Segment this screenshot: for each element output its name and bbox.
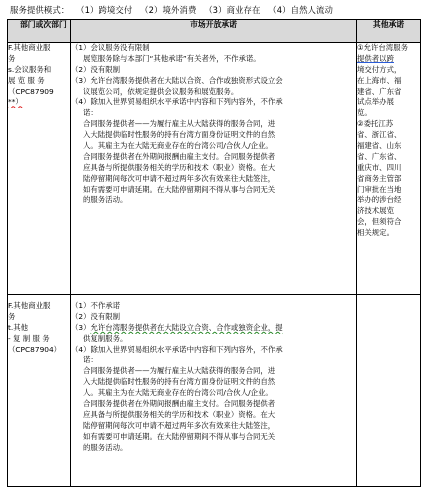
paragraph-line: 合同服务提供者——为履行雇主从大陆获得的服务合同，进 [83, 119, 276, 129]
paragraph-line: 如有需要可申请延期。在大陆停留期间不得从事与合同无关 [83, 184, 276, 194]
sector-line: s.会议服务和 [8, 64, 52, 74]
commitment-number: （4） [71, 344, 91, 354]
commitment-text: 议展览公司，依规定提供会议服务和展览服务。 [83, 86, 239, 96]
paragraph-line: 如有需要可申请延期。在大陆停留期间不得从事与合同无关 [83, 431, 276, 441]
commitment-number: （4） [71, 97, 91, 107]
mode-consumption-abroad: （2）境外消费 [140, 5, 197, 15]
commitment-number: （2） [71, 64, 91, 74]
commitments-table [7, 19, 421, 487]
other-line: 境交付方式， [357, 64, 402, 74]
paragraph-line: 应具备与所提供服务相关的学历和技术（职业）资格。在大 [83, 162, 276, 172]
sector-line: **） [8, 97, 23, 107]
commitment-text: 展览服务除与本部门“其他承诺”有关者外，不作承诺。 [83, 53, 261, 63]
commitment-text: 除加入世界贸易组织水平承诺中内容和下列内容外，不作承 [90, 344, 283, 354]
commitment-item [71, 43, 356, 54]
sector-line: （CPC87904） [8, 344, 62, 354]
sector-line: 务 [8, 53, 16, 63]
commitment-number: （1） [71, 301, 91, 310]
other-line: 重庆市、四川 [357, 162, 402, 172]
commitment-number: （1） [71, 43, 91, 52]
paragraph-line: 陆停留期间每次可申请不超过两年多次有效来往大陆签注， [83, 420, 276, 430]
sector-line: 展 览 服 务 [8, 75, 45, 85]
other-line: 建省、广东省 [357, 86, 402, 96]
sector-cell [8, 43, 71, 295]
commitment-text: 不作承诺 [90, 301, 121, 310]
other-line: ①允许台湾服务 [357, 43, 408, 52]
commitment-number: （2） [71, 311, 91, 321]
other-line: 门审批在当地 [357, 184, 402, 194]
mode-cross-border: （1）跨境交付 [76, 5, 133, 15]
paragraph-line: 合同服务提供者在外期间报酬由雇主支付。合同服务提供者 [83, 151, 276, 161]
commitment-text: 会议服务没有限制 [90, 43, 150, 52]
table-header-row [8, 20, 421, 43]
paragraph-line: 人。其雇主为在大陆无商业存在的台湾公司/合伙人/企业。 [83, 388, 273, 398]
other-line: 在上海市、福 [357, 75, 402, 85]
commitment-item [71, 323, 356, 334]
header-market-access: 市场开放承诺 [71, 20, 357, 43]
table-row [8, 295, 421, 487]
header-sector [8, 20, 71, 43]
sector-cell [8, 295, 71, 487]
other-commitments-cell [357, 295, 421, 487]
sector-line: F.其他商业服 [8, 43, 51, 52]
paragraph-line: 合同服务提供者——为履行雇主从大陆获得的服务合同，进 [83, 366, 276, 376]
other-line: 相关规定。 [357, 228, 394, 238]
mode-natural-persons: （4）自然人流动 [268, 5, 333, 15]
commitment-item [71, 97, 356, 108]
header-other: 其他承诺 [357, 20, 421, 43]
other-line: 福建省、山东 [357, 141, 402, 151]
commitment-item [71, 312, 356, 323]
mode-commercial-presence: （3）商业存在 [204, 5, 261, 15]
table-row [8, 43, 421, 295]
commitment-text: 允许台湾服务提供者在大陆以合资、合作或独资形式设立会 [90, 75, 283, 85]
commitment-text: 除加入世界贸易组织水平承诺中内容和下列内容外，不作承 [90, 97, 283, 107]
commitment-text: 没有限制 [90, 311, 121, 321]
header-sector-label: 部门或次部门 [20, 20, 67, 29]
paragraph-line: 应具备与所提供服务相关的学历和技术（职业）资格。在大 [83, 409, 276, 419]
commitment-item [71, 345, 356, 356]
sector-line: - 复 制 服 务 [8, 333, 50, 343]
other-line: 览。 [357, 108, 372, 118]
sector-line: F.其他商业服 [8, 301, 51, 310]
other-line: 省、浙江省、 [357, 130, 402, 140]
commitment-number: （3） [71, 75, 91, 85]
sector-line: 务 [8, 311, 16, 321]
other-line: 提供者以跨 [357, 53, 394, 63]
commitment-text: 诺： [83, 108, 98, 118]
market-access-cell [71, 43, 357, 295]
other-line: ②委托江苏 [357, 119, 394, 129]
paragraph-line: 入大陆提供临时性服务的持有台湾方面身份证明文件的自然 [83, 377, 276, 387]
service-modes-label: 服务提供模式： [10, 5, 70, 15]
other-line: 省商务主管部 [357, 173, 402, 183]
other-commitments-cell [357, 43, 421, 295]
other-line: 省、广东省、 [357, 151, 402, 161]
paragraph-line: 入大陆提供临时性服务的持有台湾方面身份证明文件的自然 [83, 130, 276, 140]
other-line: 济技术展览 [357, 206, 394, 216]
commitment-text: 诺： [83, 355, 98, 365]
paragraph-line: 人。其雇主为在大陆无商业存在的台湾公司/合伙人/企业。 [83, 141, 273, 151]
sector-line: （CPC87909 [8, 86, 54, 96]
commitment-item [71, 76, 356, 87]
market-access-cell [71, 295, 357, 487]
sector-line: t.其他 [8, 322, 29, 332]
paragraph-line: 的服务活动。 [83, 442, 128, 452]
other-line: 会，但须符合 [357, 217, 402, 227]
commitment-number: （3） [71, 322, 91, 332]
paragraph-line: 的服务活动。 [83, 195, 128, 205]
other-line: 试点举办展 [357, 97, 394, 107]
commitment-text: 没有限制 [90, 64, 121, 74]
paragraph-line: 合同服务提供者在外期间报酬由雇主支付。合同服务提供者 [83, 399, 276, 409]
commitment-item [71, 301, 356, 312]
commitment-text: 允许台湾服务提供者在大陆设立合资、合作或独资企业，提 [90, 322, 283, 332]
commitment-item [71, 65, 356, 76]
other-line: 举办的涉台经 [357, 195, 402, 205]
service-modes-line [10, 3, 420, 17]
paragraph-line: 陆停留期间每次可申请不超过两年多次有效来往大陆签注， [83, 173, 276, 183]
commitment-text: 供复制服务。 [83, 333, 128, 343]
